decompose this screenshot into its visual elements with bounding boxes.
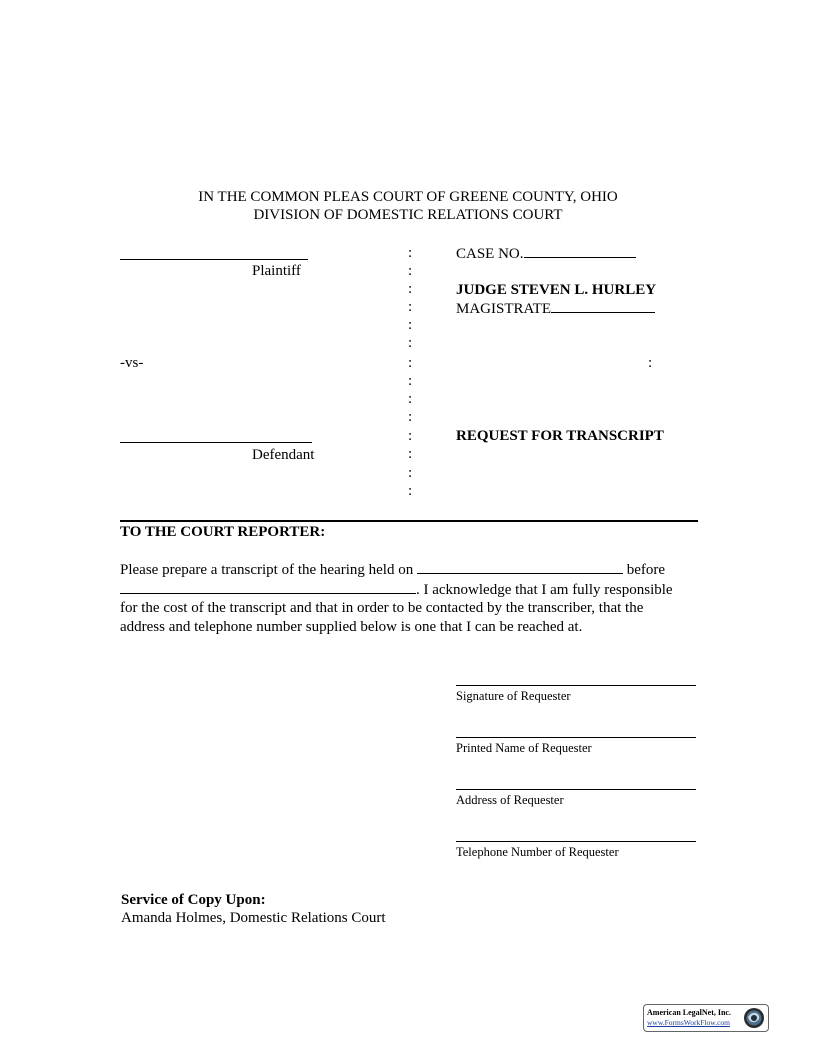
paragraph-line	[120, 560, 696, 580]
signature-label: Signature of Requester	[456, 689, 571, 703]
service-heading: Service of Copy Upon:	[121, 892, 266, 908]
paragraph-text: before	[626, 562, 666, 578]
caption-colon: :	[408, 483, 413, 499]
publisher-url[interactable]: www.FormsWorkFlow.com	[647, 1018, 731, 1027]
separator-rule	[120, 520, 698, 522]
defendant-name-line	[120, 442, 312, 443]
caption-colon: :	[408, 335, 413, 351]
judge-name: JUDGE STEVEN L. HURLEY	[456, 282, 657, 298]
court-division: DIVISION OF DOMESTIC RELATIONS COURT	[253, 207, 563, 223]
globe-logo-icon	[743, 1007, 765, 1029]
paragraph-line: address and telephone number supplied below is one that I can be reached at.	[120, 618, 583, 635]
paragraph-line: for the cost of the transcript and that in order to be contacted by the transcriber, that the	[120, 600, 644, 616]
caption-colon: :	[408, 409, 413, 425]
caption-colon: :	[408, 446, 413, 462]
paragraph-text: Please prepare a transcript of the hearing held on	[120, 562, 414, 578]
caption-colon: :	[408, 317, 413, 333]
caption-colon: :	[408, 391, 413, 407]
defendant-label: Defendant	[252, 447, 315, 463]
caption-colon: :	[408, 355, 413, 371]
printed-name-label: Printed Name of Requester	[456, 741, 592, 755]
signature-line	[456, 685, 696, 686]
service-recipient: Amanda Holmes, Domestic Relations Court	[121, 910, 386, 926]
court-name: IN THE COMMON PLEAS COURT OF GREENE COUNTY, OHIO	[198, 189, 618, 205]
paragraph-line	[120, 580, 696, 600]
versus-label: -vs-	[120, 355, 144, 371]
address-label: Address of Requester	[456, 793, 564, 807]
caption-colon: :	[408, 373, 413, 389]
publisher-name: American LegalNet, Inc.	[647, 1008, 731, 1017]
printed-name-line	[456, 737, 696, 738]
address-line	[456, 789, 696, 790]
caption-colon: :	[408, 281, 413, 297]
caption-colon: :	[408, 299, 413, 315]
magistrate-blank	[551, 299, 655, 313]
caption-colon: :	[648, 355, 653, 371]
addressee-heading: TO THE COURT REPORTER:	[120, 524, 326, 540]
publisher-badge	[643, 1004, 769, 1032]
hearing-date-blank	[417, 560, 623, 574]
plaintiff-name-line	[120, 259, 308, 260]
caption-colon: :	[408, 465, 413, 481]
case-number-field	[456, 244, 636, 263]
magistrate-field	[456, 299, 655, 318]
telephone-line	[456, 841, 696, 842]
caption-colon: :	[408, 245, 413, 261]
paragraph-text: . I acknowledge that I am fully responsible	[416, 581, 673, 598]
hearing-officer-blank	[120, 580, 416, 594]
caption-colon: :	[408, 263, 413, 279]
case-number-label: CASE NO.	[456, 246, 524, 262]
magistrate-label: MAGISTRATE	[456, 301, 552, 317]
caption-colon: :	[408, 428, 413, 444]
plaintiff-label: Plaintiff	[252, 263, 301, 279]
document-title: REQUEST FOR TRANSCRIPT	[456, 428, 664, 444]
case-number-blank	[524, 244, 636, 258]
request-paragraph	[120, 560, 696, 636]
telephone-label: Telephone Number of Requester	[456, 845, 619, 859]
